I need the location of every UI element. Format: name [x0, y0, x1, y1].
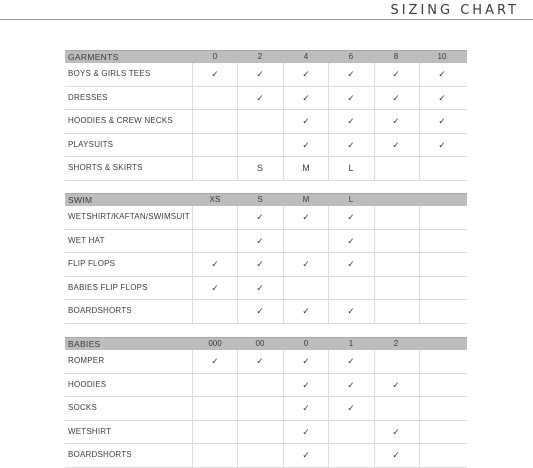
row-label: SOCKS — [68, 403, 98, 412]
row-label: WETSHIRT/KAFTAN/SWIMSUIT — [68, 212, 190, 221]
check-icon: ✓ — [392, 426, 400, 437]
table-row — [65, 206, 467, 230]
row-label: BOYS & GIRLS TEES — [68, 69, 151, 78]
row-label: DRESSES — [68, 92, 108, 102]
check-icon: ✓ — [256, 306, 264, 316]
check-icon: ✓ — [438, 116, 446, 126]
column-header: 2 — [393, 339, 399, 348]
row-label: ROMPER — [68, 356, 105, 365]
column-header: 4 — [303, 52, 309, 61]
table-row — [65, 300, 467, 324]
column-header: 2 — [257, 52, 263, 61]
row-label: BOARDSHORTS — [68, 306, 132, 315]
size-cell: L — [348, 163, 354, 173]
check-icon: ✓ — [302, 116, 310, 126]
table-row — [65, 63, 467, 87]
check-icon: ✓ — [347, 92, 355, 103]
check-icon: ✓ — [302, 306, 310, 316]
row-label: WETSHIRT — [68, 426, 112, 436]
check-icon: ✓ — [256, 259, 264, 269]
check-icon: ✓ — [392, 379, 400, 390]
section-header — [65, 337, 467, 350]
size-cell: M — [302, 163, 310, 173]
check-icon: ✓ — [302, 450, 310, 460]
check-icon: ✓ — [347, 356, 355, 366]
check-icon: ✓ — [302, 379, 310, 390]
check-icon: ✓ — [347, 306, 355, 316]
row-label: HOODIES & CREW NECKS — [68, 116, 173, 125]
check-icon: ✓ — [302, 403, 310, 413]
check-icon: ✓ — [347, 116, 355, 126]
table-row — [65, 134, 467, 158]
column-header: 00 — [255, 339, 265, 348]
section-babies — [65, 337, 467, 468]
row-label: WET HAT — [68, 235, 105, 245]
table-row — [65, 444, 467, 468]
section-header — [65, 193, 467, 206]
check-icon: ✓ — [211, 69, 219, 79]
column-header: 10 — [437, 52, 447, 61]
check-icon: ✓ — [392, 139, 400, 150]
check-icon: ✓ — [347, 235, 355, 246]
column-header: 0 — [303, 339, 309, 348]
section-header — [65, 50, 467, 63]
section-garments — [65, 50, 467, 181]
column-header: 0 — [212, 52, 218, 61]
column-header: XS — [209, 195, 221, 204]
column-header: L — [348, 195, 354, 204]
check-icon: ✓ — [302, 212, 310, 222]
check-icon: ✓ — [256, 212, 264, 222]
row-label: HOODIES — [68, 379, 107, 389]
section-body — [65, 63, 467, 181]
check-icon: ✓ — [302, 259, 310, 269]
check-icon: ✓ — [302, 69, 310, 79]
check-icon: ✓ — [438, 92, 446, 103]
table-row — [65, 157, 467, 181]
check-icon: ✓ — [256, 235, 264, 246]
column-header: 8 — [393, 52, 399, 61]
check-icon: ✓ — [347, 69, 355, 79]
section-swim — [65, 193, 467, 324]
table-row — [65, 277, 467, 301]
column-header: 6 — [348, 52, 354, 61]
check-icon: ✓ — [392, 116, 400, 126]
table-row — [65, 230, 467, 254]
page-title: SIZING CHART — [390, 3, 519, 18]
table-row — [65, 110, 467, 134]
check-icon: ✓ — [392, 69, 400, 79]
check-icon: ✓ — [256, 92, 264, 103]
row-label: PLAYSUITS — [68, 139, 114, 149]
check-icon: ✓ — [347, 212, 355, 222]
column-header: 1 — [348, 339, 354, 348]
section-title: SWIM — [68, 195, 93, 205]
column-header: M — [302, 195, 310, 204]
row-label: BABIES FLIP FLOPS — [68, 282, 148, 292]
table-row — [65, 397, 467, 421]
title-rule — [0, 19, 533, 20]
row-label: BOARDSHORTS — [68, 450, 132, 459]
check-icon: ✓ — [302, 426, 310, 437]
table-row — [65, 253, 467, 277]
check-icon: ✓ — [438, 69, 446, 79]
check-icon: ✓ — [392, 92, 400, 103]
column-header: S — [257, 195, 263, 204]
check-icon: ✓ — [347, 139, 355, 150]
table-row — [65, 374, 467, 398]
row-label: SHORTS & SKIRTS — [68, 163, 143, 172]
check-icon: ✓ — [438, 139, 446, 150]
check-icon: ✓ — [211, 259, 219, 269]
row-label: FLIP FLOPS — [68, 259, 116, 268]
check-icon: ✓ — [392, 450, 400, 460]
check-icon: ✓ — [347, 259, 355, 269]
check-icon: ✓ — [211, 282, 219, 293]
table-row — [65, 350, 467, 374]
check-icon: ✓ — [347, 403, 355, 413]
check-icon: ✓ — [211, 356, 219, 366]
section-title: GARMENTS — [68, 52, 119, 62]
check-icon: ✓ — [256, 356, 264, 366]
section-body — [65, 350, 467, 468]
check-icon: ✓ — [302, 139, 310, 150]
check-icon: ✓ — [302, 92, 310, 103]
table-row — [65, 87, 467, 111]
size-cell: S — [256, 163, 264, 173]
check-icon: ✓ — [256, 69, 264, 79]
section-body — [65, 206, 467, 324]
column-header: 000 — [208, 339, 222, 348]
check-icon: ✓ — [256, 282, 264, 293]
check-icon: ✓ — [347, 379, 355, 390]
section-title: BABIES — [68, 339, 101, 349]
check-icon: ✓ — [302, 356, 310, 366]
table-row — [65, 421, 467, 445]
